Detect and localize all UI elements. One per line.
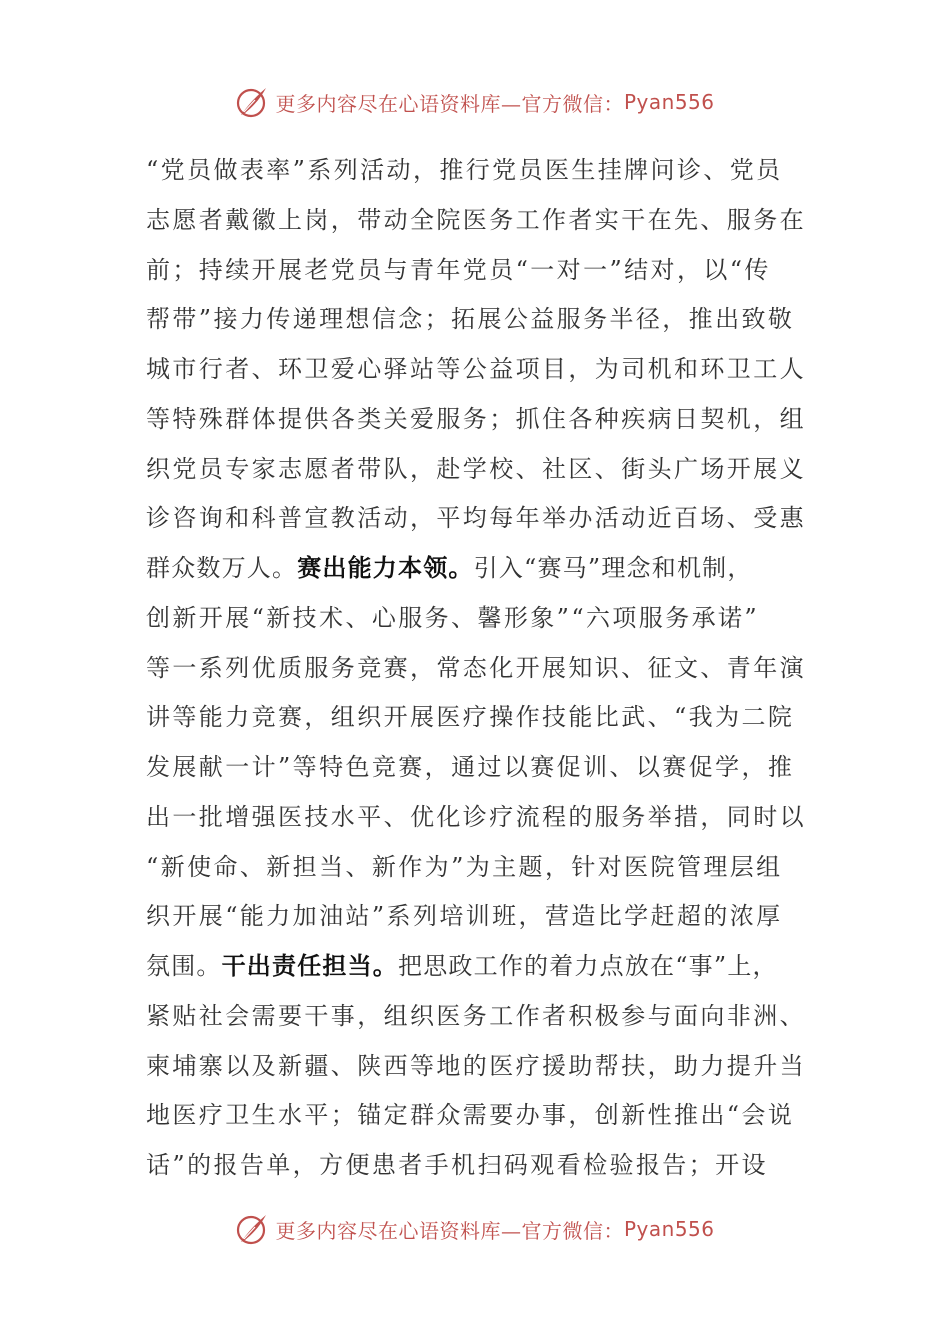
watermark-brand: Pyan556 [623,1217,715,1241]
text-line [146,743,826,793]
text-run: “新使命、新担当、新作为”为主题，针对医院管理层组 [146,852,783,881]
document-body [146,146,826,1191]
text-run: 把思政工作的着力点放在“事”上， [398,952,778,980]
text-line [146,594,826,644]
text-line [146,395,826,445]
text-line [146,295,826,345]
text-run: 帮带”接力传递理想信念；拓展公益服务半径，推出致敬 [146,305,795,334]
text-run: 诊咨询和科普宣教活动，平均每年举办活动近百场、受惠 [146,504,806,533]
text-line [146,843,826,893]
text-line [146,494,826,544]
bold-heading-run: 干出责任担当。 [221,952,399,980]
footer-watermark [0,1207,950,1251]
text-line [146,445,826,495]
watermark-text: 更多内容尽在心语资料库—官方微信： [275,1218,624,1243]
text-line [146,1091,826,1141]
text-run: 城市行者、环卫爱心驿站等公益项目，为司机和环卫工人 [146,355,806,383]
watermark-text: 更多内容尽在心语资料库—官方微信： [275,91,624,116]
text-line [146,693,826,743]
text-line [146,1141,826,1191]
text-run: 紧贴社会需要干事，组织医务工作者积极参与面向非洲、 [146,1001,806,1030]
text-run: 创新开展“新技术、心服务、馨形象”“六项服务承诺” [146,603,760,632]
text-line [146,942,826,992]
bold-heading-run: 赛出能力本领。 [297,554,474,582]
quill-logo-icon [235,85,269,119]
text-run: 地医疗卫生水平；锚定群众需要办事，创新性推出“会说 [146,1101,795,1130]
text-line [146,793,826,843]
text-line [146,146,826,196]
text-line [146,345,826,395]
header-watermark [0,80,950,124]
text-run: 引入“赛马”理念和机制， [473,554,753,582]
text-line [146,992,826,1042]
text-line [146,1042,826,1092]
text-run: 出一批增强医技水平、优化诊疗流程的服务举措，同时以 [146,802,806,831]
text-line [146,892,826,942]
text-line [146,644,826,694]
text-run: 话”的报告单，方便患者手机扫码观看检验报告；开设 [146,1151,768,1179]
text-run: 氛围。 [146,952,222,980]
text-line [146,196,826,246]
text-run: 群众数万人。 [146,554,298,582]
quill-logo-icon [235,1212,269,1246]
watermark-brand: Pyan556 [623,90,715,114]
text-run: 等特殊群体提供各类关爱服务；抓住各种疾病日契机，组 [146,404,806,433]
text-line [146,246,826,296]
text-run: 织党员专家志愿者带队，赴学校、社区、街头广场开展义 [146,454,806,483]
text-run: 前；持续开展老党员与青年党员“一对一”结对，以“传 [146,255,771,284]
text-run: 织开展“能力加油站”系列培训班，营造比学赶超的浓厚 [146,902,783,931]
text-run: 发展献一计”等特色竞赛，通过以赛促训、以赛促学，推 [146,753,795,781]
text-line [146,544,826,594]
text-run: “党员做表率”系列活动，推行党员医生挂牌问诊、党员 [146,156,783,184]
text-run: 等一系列优质服务竞赛，常态化开展知识、征文、青年演 [146,653,806,682]
text-run: 柬埔寨以及新疆、陕西等地的医疗援助帮扶，助力提升当 [146,1051,806,1080]
text-run: 讲等能力竞赛，组织开展医疗操作技能比武、“我为二院 [146,703,795,732]
text-run: 志愿者戴徽上岗，带动全院医务工作者实干在先、服务在 [146,205,806,234]
